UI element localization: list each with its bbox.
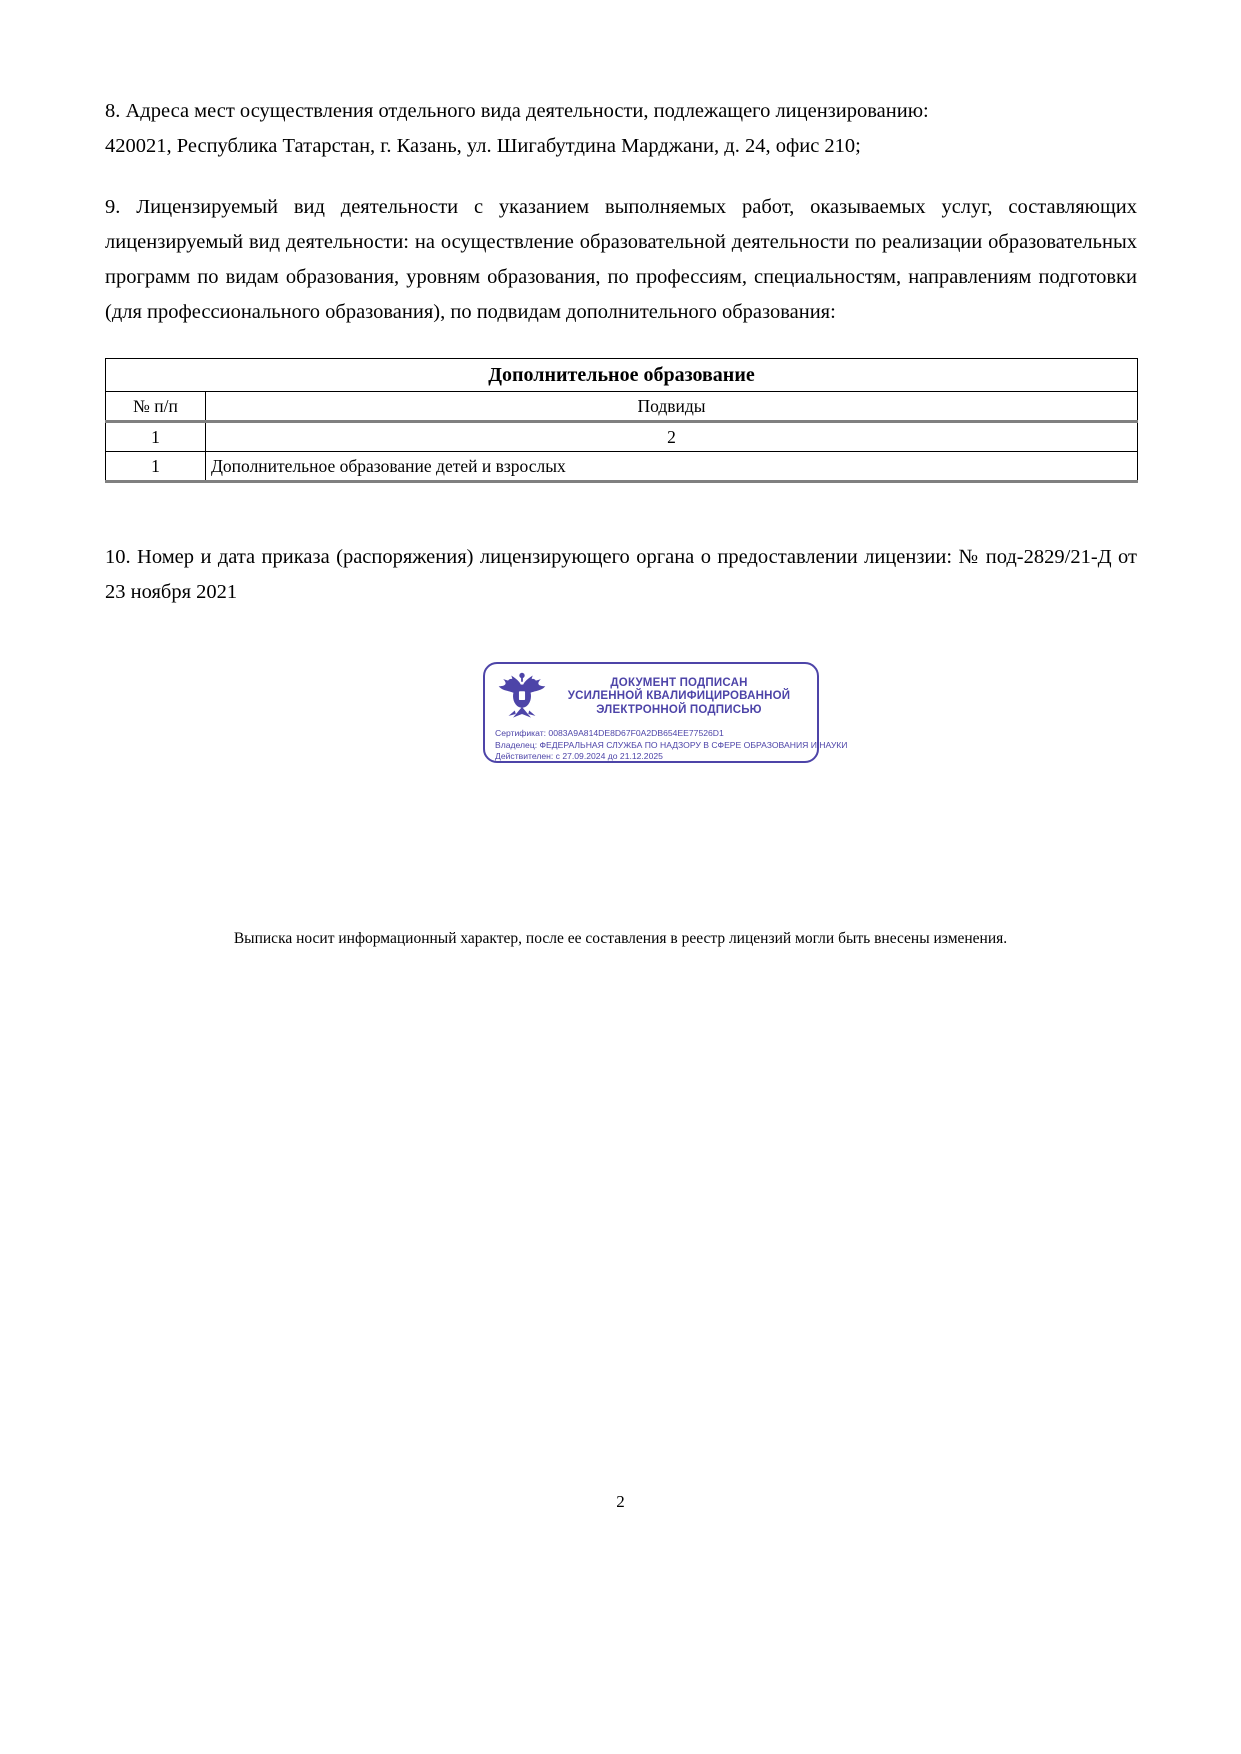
table-numbering-row <box>106 422 1138 452</box>
page-number: 2 <box>616 1492 625 1511</box>
numbering-cell-1: 1 <box>106 422 206 452</box>
stamp-title-line1: ДОКУМЕНТ ПОДПИСАН <box>610 676 748 689</box>
digital-signature-stamp <box>483 662 848 763</box>
stamp-certificate: Сертификат: 0083A9A814DE8D67F0A2DB654EE77526D1 <box>495 728 724 738</box>
row-number-cell: 1 <box>106 452 206 482</box>
section-8-addresses <box>105 94 1137 164</box>
table-title: Дополнительное образование <box>106 359 1138 392</box>
section-8-line1: 8. Адреса мест осуществления отдельного вида деятельности, подлежащего лицензированию: <box>105 100 929 122</box>
column-header-number: № п/п <box>106 392 206 422</box>
section-8-line2: 420021, Республика Татарстан, г. Казань, ул. Шигабутдина Марджани, д. 24, офис 210; <box>105 135 861 157</box>
stamp-title-line3: ЭЛЕКТРОННОЙ ПОДПИСЬЮ <box>596 703 762 716</box>
row-subkind-cell: Дополнительное образование детей и взрослых <box>206 452 1138 482</box>
stamp-title-line2: УСИЛЕННОЙ КВАЛИФИЦИРОВАННОЙ <box>567 690 791 703</box>
section-9-licensed-activity: 9. Лицензируемый вид деятельности с указанием выполняемых работ, оказываемых услуг, составляющих лицензируемый вид деятельности: на осуществление образовательной деятельности по реализации образовательных программ по видам образования, уровням образования, по профессиям, специальностям, направлениям подготовки (для профессионального образования), по подвидам дополнительного образования: <box>105 196 1137 323</box>
stamp-owner: Владелец: ФЕДЕРАЛЬНАЯ СЛУЖБА ПО НАДЗОРУ В СФЕРЕ ОБРАЗОВАНИЯ И НАУКИ <box>495 739 848 750</box>
informational-note: Выписка носит информационный характер, после ее составления в реестр лицензий могли быть внесены изменения. <box>233 930 1008 947</box>
stamp-title <box>549 677 809 718</box>
stamp-validity: Действителен: с 27.09.2024 до 21.12.2025 <box>495 751 663 761</box>
numbering-cell-2: 2 <box>206 422 1138 452</box>
russian-coat-of-arms-icon <box>495 671 549 723</box>
column-header-subkinds: Подвиды <box>206 392 1138 422</box>
table-header-row <box>106 392 1138 422</box>
section-10-order-info: 10. Номер и дата приказа (распоряжения) лицензирующего органа о предоставлении лицензии: № под-2829/21-Д от 23 ноября 2021 <box>105 546 1137 603</box>
stamp-certificate-block <box>495 728 848 763</box>
additional-education-table <box>105 358 1138 483</box>
table-row <box>106 452 1138 482</box>
table-title-row <box>106 359 1138 392</box>
